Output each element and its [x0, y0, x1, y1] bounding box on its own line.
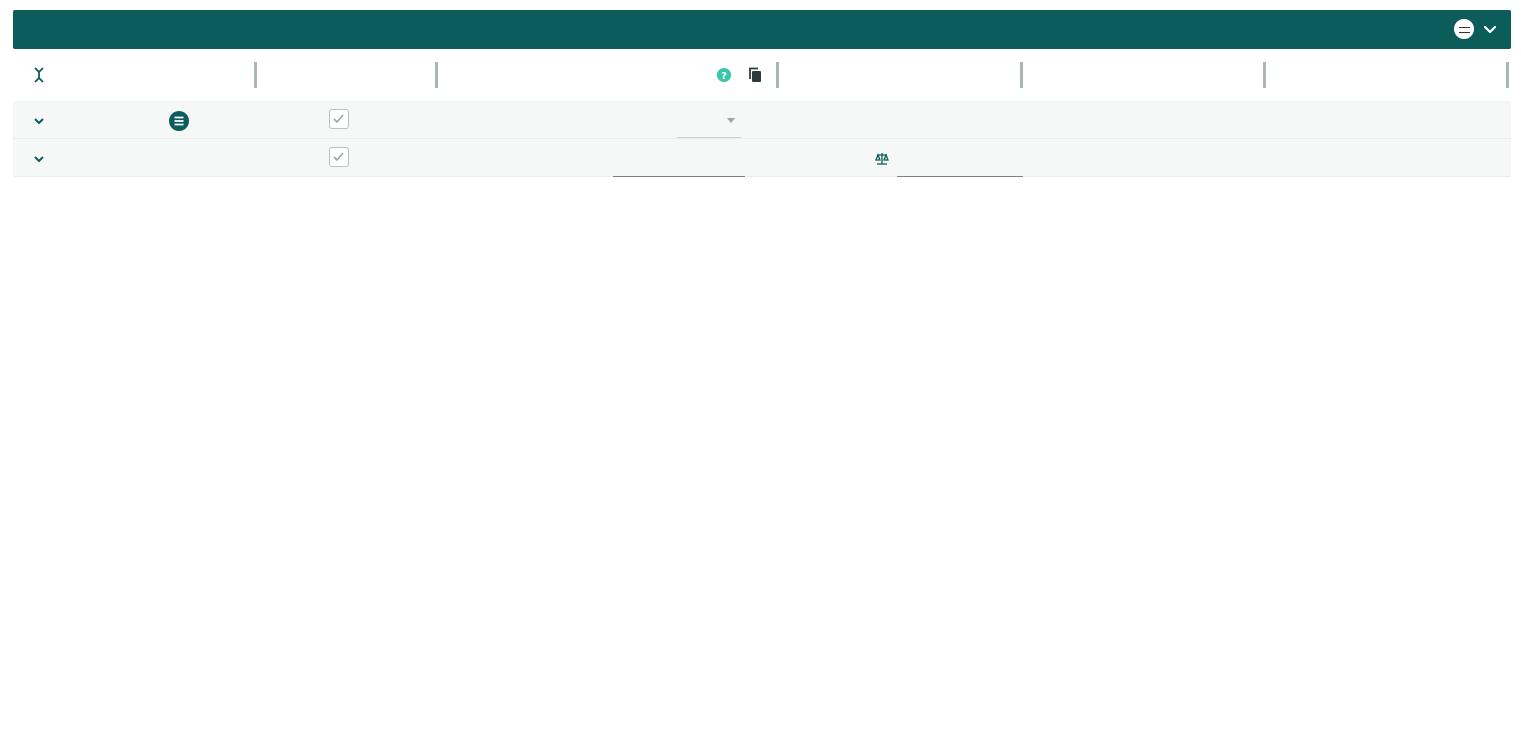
scale-icon: [875, 152, 889, 165]
column-resizer[interactable]: [1263, 62, 1266, 88]
campaign-header-bar: [13, 10, 1511, 49]
autofill-msw-underline: [897, 176, 1023, 177]
table-header: [13, 52, 1511, 98]
help-icon[interactable]: [717, 68, 731, 82]
column-resizer[interactable]: [435, 62, 438, 88]
menu-icon[interactable]: [169, 111, 189, 131]
collapse-all-icon[interactable]: [33, 67, 45, 83]
column-resizer[interactable]: [1506, 62, 1509, 88]
visibility-checkbox[interactable]: [329, 109, 349, 129]
chevron-down-icon[interactable]: [33, 115, 45, 127]
category-row: [13, 101, 1511, 139]
svg-text:?: ?: [721, 71, 727, 82]
per-select-underline: [677, 137, 741, 138]
chevron-down-icon[interactable]: [33, 153, 45, 165]
column-resizer[interactable]: [1020, 62, 1023, 88]
caret-down-icon[interactable]: [727, 118, 735, 124]
column-resizer[interactable]: [776, 62, 779, 88]
column-resizer[interactable]: [254, 62, 257, 88]
autofill-price-underline: [613, 176, 745, 177]
group-row: [13, 139, 1511, 177]
chevron-down-icon[interactable]: [1481, 21, 1499, 39]
brand-logo[interactable]: [1453, 18, 1475, 40]
copy-icon[interactable]: [748, 67, 762, 83]
visibility-checkbox[interactable]: [329, 147, 349, 167]
